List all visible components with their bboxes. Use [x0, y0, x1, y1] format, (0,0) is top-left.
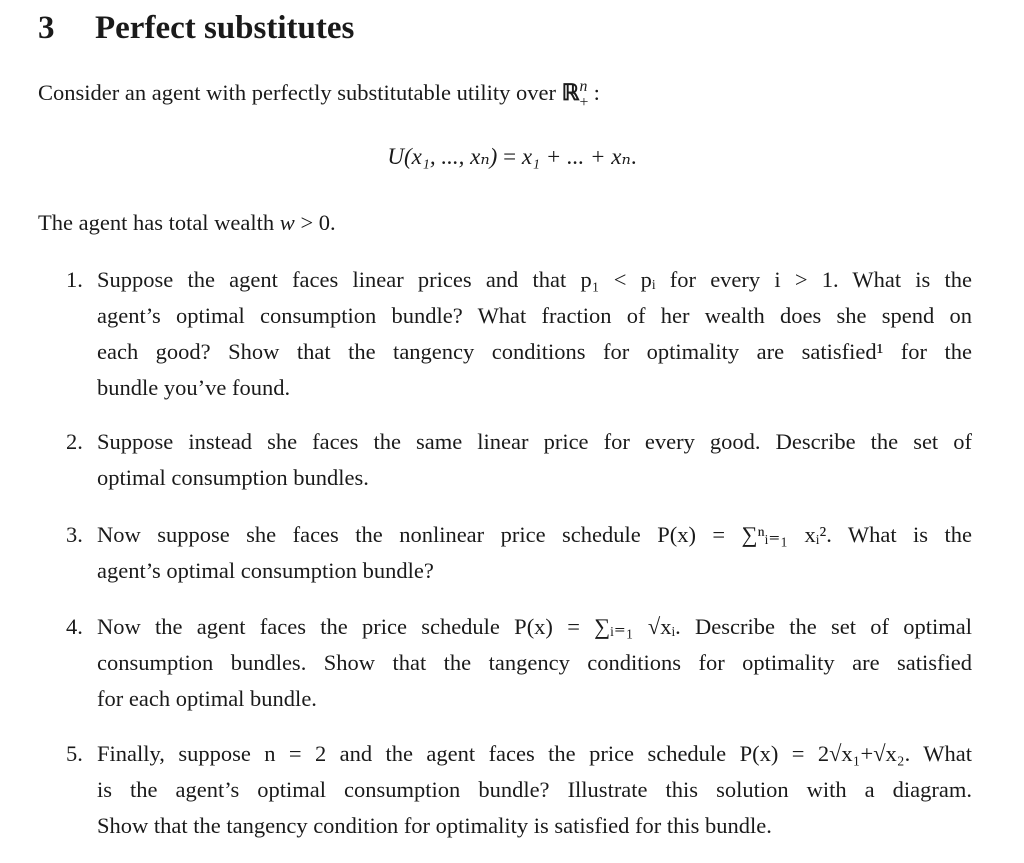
question-number: 3. — [66, 522, 83, 547]
intro-text: Consider an agent with perfectly substitutable utility over — [38, 80, 562, 105]
utility-rhs: x₁ + ... + xₙ — [521, 144, 631, 169]
question-line: consumption bundles. Show that the tangency conditions for optimality are satisfied — [97, 650, 972, 675]
section-number: 3 — [38, 10, 55, 46]
question-line: is the agent’s optimal consumption bundle? Illustrate this solution with a diagram. — [97, 777, 972, 802]
section-heading — [38, 10, 354, 47]
question-number: 4. — [66, 614, 83, 639]
section-title: Perfect substitutes — [95, 10, 355, 46]
utility-function-name: U — [387, 144, 405, 169]
question-body — [97, 609, 972, 717]
wealth-variable: w — [279, 210, 295, 235]
question-line: each good? Show that the tangency conditions for optimality are satisfied¹ for the — [97, 339, 972, 364]
wealth-condition: > 0. — [294, 210, 336, 235]
question-line: Suppose the agent faces linear prices and that p₁ < pᵢ for every i > 1. What is the — [97, 267, 972, 292]
question-line: Show that the tangency condition for optimality is satisfied for this bundle. — [97, 813, 772, 838]
real-numbers-symbol: ℝ — [561, 80, 580, 105]
question-number: 1. — [66, 267, 83, 292]
wealth-paragraph — [38, 210, 336, 236]
question-line: Suppose instead she faces the same linear price for every good. Describe the set of — [97, 429, 972, 454]
question-number: 5. — [66, 741, 83, 766]
question-line: agent’s optimal consumption bundle? What fraction of her wealth does she spend on — [97, 303, 972, 328]
question-line: bundle you’ve found. — [97, 375, 291, 400]
question-line: agent’s optimal consumption bundle? — [97, 558, 434, 583]
question-number: 2. — [66, 429, 83, 454]
question-line: optimal consumption bundles. — [97, 465, 369, 490]
equals-sign: = — [497, 144, 522, 169]
intro-colon: : — [593, 80, 600, 105]
question-line: for each optimal bundle. — [97, 686, 317, 711]
equation-period: . — [630, 144, 637, 169]
set-scripts: n + — [579, 78, 589, 112]
question-body — [97, 517, 972, 589]
question-line: Finally, suppose n = 2 and the agent faces the price schedule P(x) = 2√x₁+√x₂. What — [97, 741, 972, 766]
question-body — [97, 736, 972, 844]
utility-equation — [0, 144, 1024, 170]
question-line: Now the agent faces the price schedule P(x) = ∑ᵢ₌₁ √xᵢ. Describe the set of optimal — [97, 614, 972, 639]
question-body — [97, 424, 972, 496]
question-line: Now suppose she faces the nonlinear price schedule P(x) = ∑ⁿᵢ₌₁ xᵢ². What is the — [97, 522, 972, 547]
question-body — [97, 262, 972, 406]
intro-paragraph — [38, 78, 600, 112]
utility-arguments: (x₁, ..., xₙ) — [404, 144, 498, 169]
wealth-text: The agent has total wealth — [38, 210, 280, 235]
